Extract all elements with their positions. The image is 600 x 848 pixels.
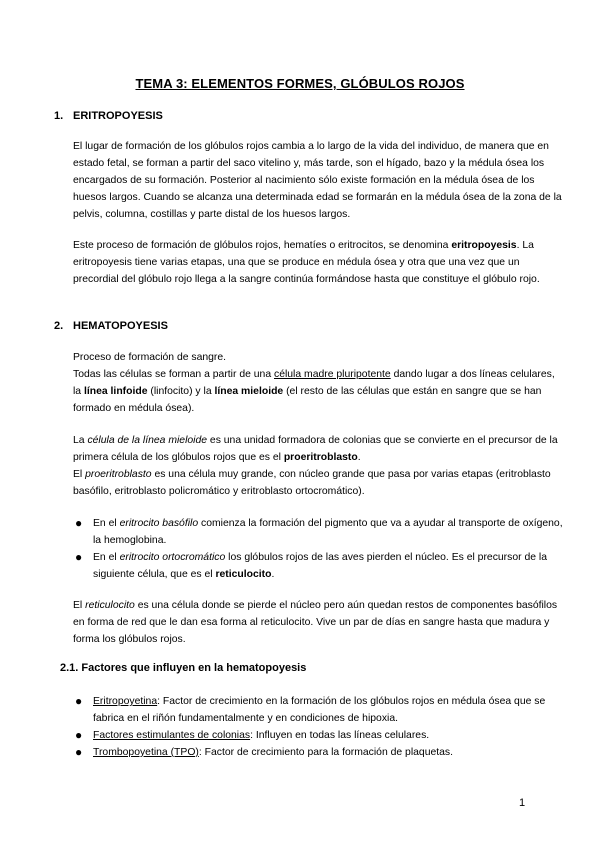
term-proeritroblasto-italic: proeritroblasto bbox=[85, 469, 152, 480]
text-run: los glóbulos rojos de las aves pierden el núcleo. Es el precursor de la siguiente célula, que es el bbox=[93, 552, 547, 580]
section-2-paragraph-mieloide bbox=[73, 432, 563, 500]
paragraph-text bbox=[73, 237, 563, 288]
text-run: . bbox=[271, 569, 275, 580]
section-2-heading bbox=[54, 320, 168, 332]
list-item bbox=[73, 727, 563, 744]
term-reticulocito: reticulocito bbox=[215, 569, 272, 580]
bullet-icon: ● bbox=[75, 728, 83, 742]
eritrocito-list bbox=[73, 515, 563, 583]
text-run: es una célula muy grande, con núcleo grande que pasa por varias etapas (eritroblasto basófilo, eritroblasto policromático y eritroblasto ortocromático). bbox=[73, 469, 551, 497]
text-run: Todas las células se forman a partir de una bbox=[73, 369, 274, 380]
text-run: es una unidad formadora de colonias que se convierte en el precursor de la primera célula de los glóbulos rojos que es el bbox=[73, 435, 558, 463]
term-celula-mieloide: célula de la línea mieloide bbox=[87, 435, 208, 446]
paragraph-text bbox=[73, 366, 563, 417]
paragraph-text bbox=[73, 466, 563, 500]
text-run: es una célula donde se pierde el núcleo pero aún quedan restos de componentes basófilos en forma de red que le dan esa forma al reticulocito. Vive un par de días en sangre hasta que madura y forma los glóbulos rojos. bbox=[73, 600, 558, 645]
term-eritropoyetina: Eritropoyetina bbox=[93, 696, 158, 707]
section-1-number: 1. bbox=[54, 110, 64, 122]
text-run: : Factor de crecimiento para la formación de plaquetas. bbox=[198, 747, 453, 758]
term-celula-madre: célula madre pluripotente bbox=[274, 369, 391, 380]
text-run: El bbox=[73, 600, 86, 611]
term-reticulocito-italic: reticulocito bbox=[85, 600, 135, 611]
section-2-intro bbox=[73, 349, 563, 417]
bullet-icon: ● bbox=[75, 694, 83, 708]
term-eritrocito-ortocromatico: eritrocito ortocromático bbox=[119, 552, 226, 563]
term-linea-linfoide: línea linfoide bbox=[83, 386, 148, 397]
bullet-icon: ● bbox=[75, 516, 83, 530]
text-run: : Factor de crecimiento en la formación de los glóbulos rojos en médula ósea que se fabrica en el riñón fundamentalmente y en condiciones de hipoxia. bbox=[93, 696, 546, 724]
text-run: Este proceso de formación de glóbulos rojos, hematíes o eritrocitos, se denomina bbox=[73, 240, 452, 251]
text-run: (el resto de las células que están en sangre que se han formado en médula ósea). bbox=[73, 386, 542, 414]
text-run: comienza la formación del pigmento que va a ayudar al transporte de oxígeno, la hemoglobina. bbox=[93, 518, 563, 546]
text-run: La bbox=[73, 435, 88, 446]
section-2-title: HEMATOPOYESIS bbox=[73, 320, 168, 332]
text-run: En el bbox=[93, 552, 120, 563]
text-run: : Influyen en todas las líneas celulares. bbox=[250, 730, 430, 741]
term-linea-mieloide: línea mieloide bbox=[214, 386, 284, 397]
text-run: . La eritropoyesis tiene varias etapas, una que se produce en médula ósea y otra que una vez que un precordial del glóbulo rojo llega a la sangre continúa formándose hasta que constituye el glóbulo rojo. bbox=[73, 240, 540, 285]
term-eritrocito-basofilo: eritrocito basófilo bbox=[119, 518, 199, 529]
page-title: TEMA 3: ELEMENTOS FORMES, GLÓBULOS ROJOS bbox=[135, 76, 465, 91]
text-run: El bbox=[73, 469, 86, 480]
list-item bbox=[73, 515, 563, 549]
list-item bbox=[73, 744, 563, 761]
paragraph-text: El lugar de formación de los glóbulos rojos cambia a lo largo de la vida del individuo, de manera que en estado fetal, se forman a partir del saco vitelino y, más tarde, son el hígado, bazo y la médula ósea los encargados de su formación. Posterior al nacimiento sólo existe formación en la médula ósea de los huesos largos. Cuando se alcanza una determinada edad se formarán en la médula ósea de la zona de la pelvis, columna, costillas y parte distal de los huesos largos. bbox=[73, 141, 562, 220]
term-eritropoyesis: eritropoyesis bbox=[451, 240, 517, 251]
section-1-paragraph-2 bbox=[73, 237, 563, 288]
text-run: dando lugar a dos líneas celulares, la bbox=[73, 369, 555, 397]
section-1-paragraph-1 bbox=[73, 138, 563, 223]
term-proeritroblasto: proeritroblasto bbox=[283, 452, 358, 463]
section-2-number: 2. bbox=[54, 320, 64, 332]
paragraph-text bbox=[73, 432, 563, 466]
list-item bbox=[73, 549, 563, 583]
page-number: 1 bbox=[519, 797, 526, 809]
paragraph-text: Proceso de formación de sangre. bbox=[73, 352, 227, 363]
section-2-paragraph-reticulocito bbox=[73, 597, 563, 648]
text-run: En el bbox=[93, 518, 120, 529]
text-run: (linfocito) y la bbox=[147, 386, 215, 397]
text-run: . bbox=[357, 452, 361, 463]
factores-list bbox=[73, 693, 563, 761]
list-item bbox=[73, 693, 563, 727]
section-1-title: ERITROPOYESIS bbox=[73, 110, 163, 122]
term-trombopoyetina: Trombopoyetina (TPO) bbox=[93, 747, 199, 758]
bullet-icon: ● bbox=[75, 745, 83, 759]
section-2-1-heading: 2.1. Factores que influyen en la hematopoyesis bbox=[60, 662, 307, 674]
section-1-heading bbox=[54, 110, 163, 122]
term-factores-estimulantes: Factores estimulantes de colonias bbox=[93, 730, 251, 741]
bullet-icon: ● bbox=[75, 550, 83, 564]
paragraph-text bbox=[73, 597, 563, 648]
